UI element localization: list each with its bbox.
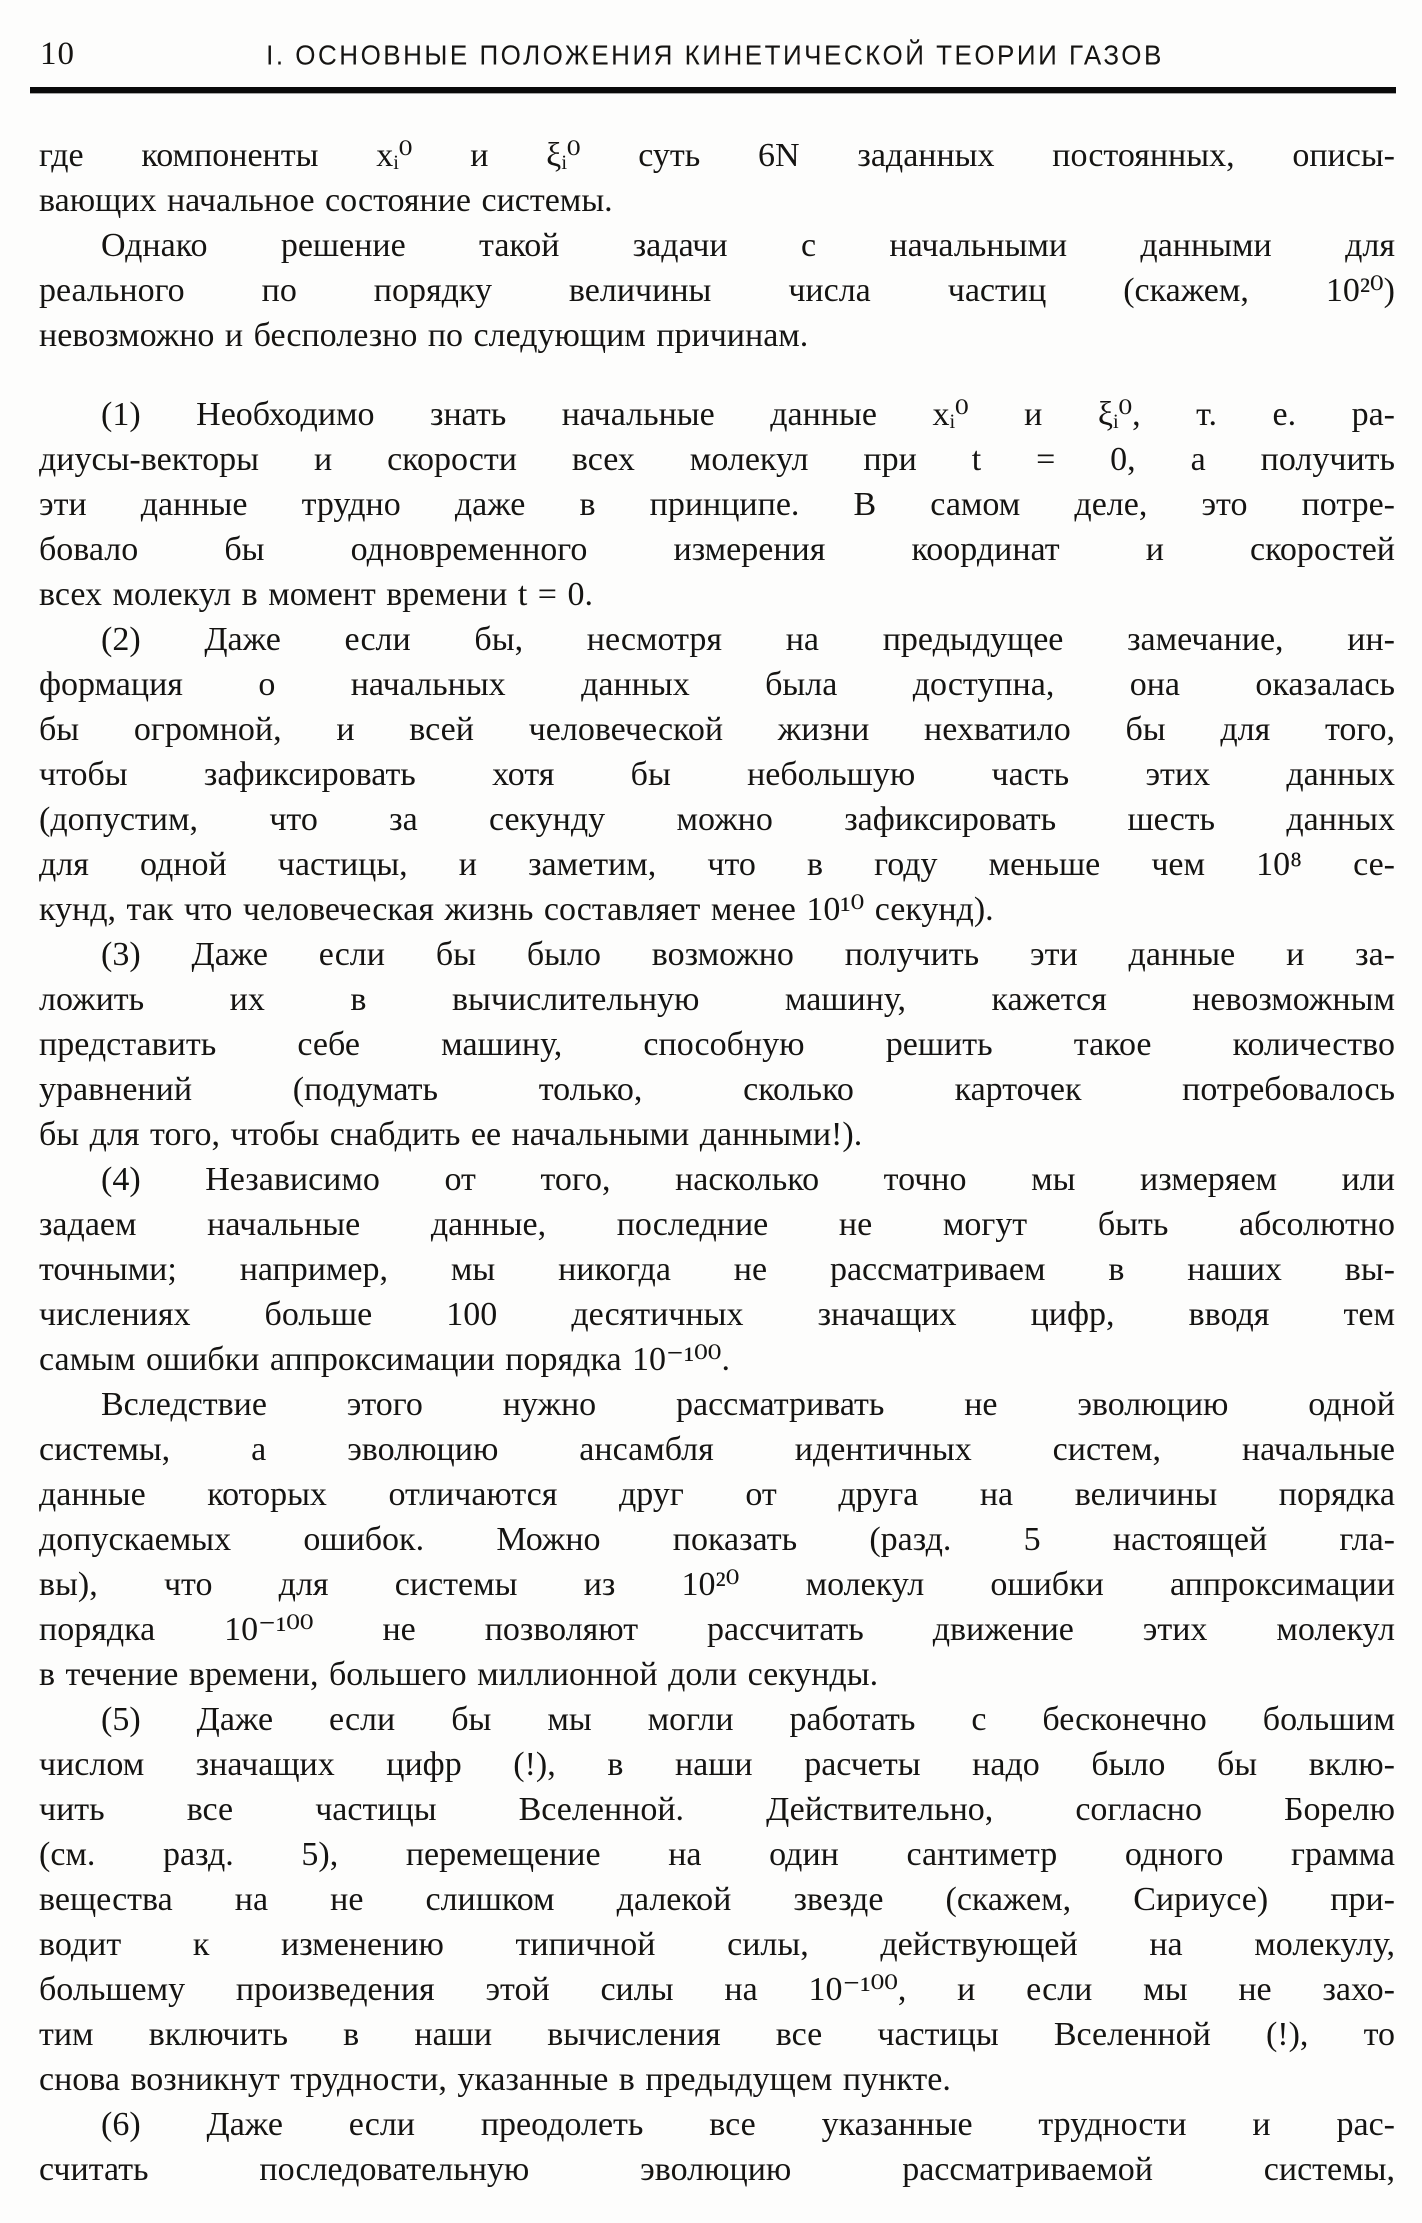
text-line: ложить их в вычислительную машину, кажется невозможным [39,981,1395,1018]
text-line: вы), что для системы из 10²⁰ молекул ошибки аппроксимации [39,1566,1395,1603]
text-line: (допустим, что за секунду можно зафиксировать шесть данных [39,801,1395,838]
page-header [38,28,1392,78]
text-block [39,133,1395,2192]
text-line: всех молекул в момент времени t = 0. [39,576,593,613]
text-line: реального по порядку величины числа частиц (скажем, 10²⁰) [39,272,1395,309]
text-line: для одной частицы, и заметим, что в году меньше чем 10⁸ се- [39,846,1395,883]
text-line: большему произведения этой силы на 10⁻¹⁰⁰, и если мы не захо- [39,1971,1395,2008]
text-line: где компоненты xᵢ⁰ и ξᵢ⁰ суть 6N заданных постоянных, описы- [39,137,1395,174]
text-line: тим включить в наши вычисления все частицы Вселенной (!), то [39,2016,1395,2053]
text-line: самым ошибки аппроксимации порядка 10⁻¹⁰⁰. [39,1341,730,1378]
text-line: чтобы зафиксировать хотя бы небольшую часть этих данных [39,756,1395,793]
text-line: числом значащих цифр (!), в наши расчеты надо было бы вклю- [39,1746,1395,1783]
text-line: бовало бы одновременного измерения координат и скоростей [39,531,1395,568]
text-line: вающих начальное состояние системы. [39,182,613,219]
text-line: (6) Даже если преодолеть все указанные трудности и рас- [101,2106,1395,2143]
text-line: невозможно и бесполезно по следующим причинам. [39,317,809,354]
header-rule [30,87,1396,93]
text-line: бы огромной, и всей человеческой жизни нехватило бы для того, [39,711,1395,748]
text-line: считать последовательную эволюцию рассматриваемой системы, [39,2151,1395,2188]
text-line: данные которых отличаются друг от друга на величины порядка [39,1476,1395,1513]
text-line: бы для того, чтобы снабдить ее начальными данными!). [39,1116,863,1153]
text-line: чить все частицы Вселенной. Действительно, согласно Борелю [39,1791,1395,1828]
text-line: эти данные трудно даже в принципе. В самом деле, это потре- [39,486,1395,523]
text-line: (5) Даже если бы мы могли работать с бесконечно большим [101,1701,1395,1738]
page-number: 10 [40,36,75,72]
text-line: точными; например, мы никогда не рассматриваем в наших вы- [39,1251,1395,1288]
text-line: диусы-векторы и скорости всех молекул при t = 0, а получить [39,441,1395,478]
text-line: порядка 10⁻¹⁰⁰ не позволяют рассчитать движение этих молекул [39,1611,1395,1648]
text-line: представить себе машину, способную решить такое количество [39,1026,1395,1063]
text-line: водит к изменению типичной силы, действующей на молекулу, [39,1926,1395,1963]
text-line: уравнений (подумать только, сколько карточек потребовалось [39,1071,1395,1108]
text-line: в течение времени, большего миллионной доли секунды. [39,1656,879,1693]
text-line: (1) Необходимо знать начальные данные xᵢ⁰ и ξᵢ⁰, т. е. ра- [101,396,1395,433]
running-head: I. ОСНОВНЫЕ ПОЛОЖЕНИЯ КИНЕТИЧЕСКОЙ ТЕОРИИ ГАЗОВ [266,39,1164,71]
text-line: формация о начальных данных была доступна, она оказалась [39,666,1395,703]
text-line: кунд, так что человеческая жизнь составляет менее 10¹⁰ секунд). [39,891,994,928]
text-line: вещества на не слишком далекой звезде (скажем, Сириусе) при- [39,1881,1395,1918]
text-line: числениях больше 100 десятичных значащих цифр, вводя тем [39,1296,1395,1333]
text-line: задаем начальные данные, последние не могут быть абсолютно [39,1206,1395,1243]
text-line: (3) Даже если бы было возможно получить эти данные и за- [101,936,1395,973]
text-line: Вследствие этого нужно рассматривать не эволюцию одной [101,1386,1395,1423]
text-line: (см. разд. 5), перемещение на один сантиметр одного грамма [39,1836,1395,1873]
text-line: Однако решение такой задачи с начальными данными для [101,227,1395,264]
text-line: (4) Независимо от того, насколько точно мы измеряем или [101,1161,1395,1198]
text-line: допускаемых ошибок. Можно показать (разд. 5 настоящей гла- [39,1521,1395,1558]
text-line: (2) Даже если бы, несмотря на предыдущее замечание, ин- [101,621,1395,658]
text-line: системы, а эволюцию ансамбля идентичных систем, начальные [39,1431,1395,1468]
text-line: снова возникнут трудности, указанные в предыдущем пункте. [39,2061,951,2098]
